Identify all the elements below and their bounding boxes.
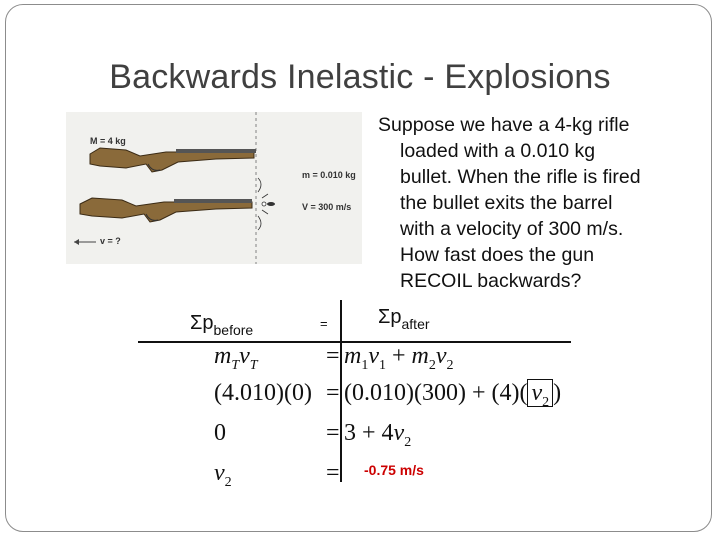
rifle-illustration bbox=[66, 112, 362, 264]
bullet-mass-label: m = 0.010 kg bbox=[302, 170, 356, 180]
sigma-symbol: Σ bbox=[190, 312, 203, 334]
problem-line: with a velocity of 300 m/s. bbox=[400, 218, 624, 240]
problem-line: How fast does the gun bbox=[400, 244, 595, 266]
p-symbol: p bbox=[390, 306, 402, 328]
rifle-mass-label: M = 4 kg bbox=[90, 136, 126, 146]
bullet-velocity-label: V = 300 m/s bbox=[302, 202, 352, 212]
sum-p-after bbox=[378, 306, 430, 332]
eq-row1-left: $m_Tv_T$ bbox=[214, 343, 258, 373]
eq-row1-equals: = bbox=[326, 343, 340, 369]
eq-row4-equals: = bbox=[326, 460, 340, 486]
eq-row4-left: $v_2$ bbox=[214, 460, 232, 490]
sum-p-before bbox=[190, 312, 254, 338]
problem-line: Suppose we have a 4-kg rifle bbox=[378, 114, 630, 136]
recoil-velocity-answer: -0.75 m/s bbox=[364, 462, 424, 478]
rifle-velocity-label: v = ? bbox=[100, 236, 121, 246]
eq-row2-equals: = bbox=[326, 380, 340, 406]
eq-row1-right: $m_1v_1 + m_2v_2$ bbox=[344, 343, 454, 373]
problem-line: RECOIL backwards? bbox=[400, 270, 582, 292]
eq-row2-right: (0.010)(300) + (4)( $v_2$ ) bbox=[344, 380, 562, 410]
lower-rifle-icon bbox=[80, 198, 252, 222]
p-symbol: p bbox=[202, 312, 214, 334]
upper-rifle-icon bbox=[90, 148, 256, 172]
sigma-symbol: Σ bbox=[378, 306, 391, 328]
problem-line: the bullet exits the barrel bbox=[400, 192, 613, 214]
t-chart-vertical-rule bbox=[340, 300, 342, 482]
after-subscript: after bbox=[401, 316, 430, 332]
before-subscript: before bbox=[213, 322, 254, 338]
eq-row2-left: (4.010)(0) bbox=[214, 380, 312, 406]
muzzle-blast-icon bbox=[258, 178, 268, 230]
problem-line: bullet. When the rifle is fired bbox=[400, 166, 641, 188]
eq-row3-left: 0 bbox=[214, 420, 226, 446]
eq-row3-equals: = bbox=[326, 420, 340, 446]
slide-title: Backwards Inelastic - Explosions bbox=[109, 58, 611, 96]
eq-row3-right: $3 + 4v_2$ bbox=[344, 420, 412, 450]
bullet-icon bbox=[267, 202, 275, 206]
problem-statement bbox=[378, 112, 688, 294]
problem-line: loaded with a 0.010 kg bbox=[400, 140, 596, 162]
header-equals: = bbox=[320, 316, 328, 331]
